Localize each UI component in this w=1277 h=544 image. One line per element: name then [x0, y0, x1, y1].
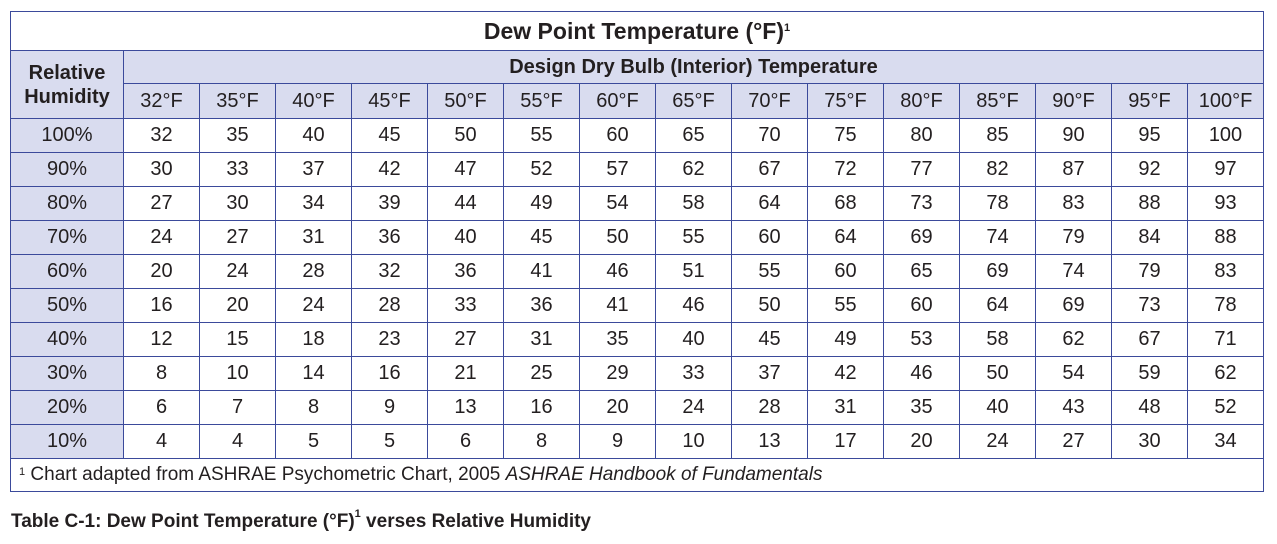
- table-body: [11, 119, 1264, 459]
- table-row: [11, 221, 1264, 255]
- dew-point-value-cell: 36: [504, 289, 580, 323]
- dew-point-value-cell: 54: [580, 187, 656, 221]
- dew-point-value-cell: 30: [124, 153, 200, 187]
- footnote-text: Chart adapted from ASHRAE Psychometric Chart, 2005: [30, 464, 506, 485]
- dew-point-value-cell: 7: [200, 391, 276, 425]
- dew-point-value-cell: 48: [1112, 391, 1188, 425]
- dew-point-value-cell: 32: [124, 119, 200, 153]
- dew-point-value-cell: 64: [808, 221, 884, 255]
- dew-point-value-cell: 67: [1112, 323, 1188, 357]
- dew-point-value-cell: 10: [200, 357, 276, 391]
- footnote-marker: 1: [19, 466, 26, 478]
- dew-point-value-cell: 88: [1112, 187, 1188, 221]
- dew-point-value-cell: 64: [960, 289, 1036, 323]
- dew-point-value-cell: 10: [656, 425, 732, 459]
- temperature-header-cell: 90°F: [1036, 84, 1112, 119]
- dew-point-value-cell: 95: [1112, 119, 1188, 153]
- temperature-header-cell: 70°F: [732, 84, 808, 119]
- relative-humidity-cell: 40%: [11, 323, 124, 357]
- dew-point-value-cell: 58: [656, 187, 732, 221]
- temperature-header-cell: 95°F: [1112, 84, 1188, 119]
- dew-point-value-cell: 67: [732, 153, 808, 187]
- dew-point-value-cell: 74: [1036, 255, 1112, 289]
- temperature-header-cell: 100°F: [1188, 84, 1264, 119]
- dew-point-value-cell: 16: [504, 391, 580, 425]
- dew-point-value-cell: 31: [504, 323, 580, 357]
- dew-point-value-cell: 45: [732, 323, 808, 357]
- table-row: [11, 119, 1264, 153]
- dew-point-value-cell: 42: [808, 357, 884, 391]
- temperature-header-cell: 40°F: [276, 84, 352, 119]
- footnote-row: [11, 459, 1264, 492]
- dew-point-value-cell: 54: [1036, 357, 1112, 391]
- dew-point-value-cell: 16: [124, 289, 200, 323]
- dew-point-value-cell: 53: [884, 323, 960, 357]
- dew-point-value-cell: 43: [1036, 391, 1112, 425]
- temperature-header-cell: 45°F: [352, 84, 428, 119]
- footnote: [11, 459, 1264, 492]
- dew-point-value-cell: 35: [884, 391, 960, 425]
- dew-point-value-cell: 46: [884, 357, 960, 391]
- table-row: [11, 323, 1264, 357]
- table-row: [11, 391, 1264, 425]
- dew-point-value-cell: 55: [808, 289, 884, 323]
- dew-point-value-cell: 60: [884, 289, 960, 323]
- dew-point-value-cell: 82: [960, 153, 1036, 187]
- dew-point-value-cell: 37: [276, 153, 352, 187]
- dew-point-value-cell: 62: [656, 153, 732, 187]
- temperature-header-cell: 65°F: [656, 84, 732, 119]
- dew-point-value-cell: 9: [352, 391, 428, 425]
- dew-point-value-cell: 85: [960, 119, 1036, 153]
- dew-point-value-cell: 14: [276, 357, 352, 391]
- dew-point-value-cell: 28: [276, 255, 352, 289]
- dry-bulb-header: Design Dry Bulb (Interior) Temperature: [124, 51, 1264, 84]
- dew-point-value-cell: 30: [1112, 425, 1188, 459]
- dew-point-value-cell: 27: [200, 221, 276, 255]
- dew-point-value-cell: 12: [124, 323, 200, 357]
- dew-point-value-cell: 27: [124, 187, 200, 221]
- table-title-text: Dew Point Temperature (°F): [483, 18, 785, 44]
- temperature-header-cell: 32°F: [124, 84, 200, 119]
- caption-suffix: verses Relative Humidity: [360, 511, 591, 532]
- caption-prefix: Table C-1: Dew Point Temperature (°F): [11, 511, 355, 532]
- dew-point-value-cell: 41: [504, 255, 580, 289]
- dew-point-value-cell: 40: [428, 221, 504, 255]
- table-row: [11, 425, 1264, 459]
- dew-point-value-cell: 84: [1112, 221, 1188, 255]
- dew-point-value-cell: 71: [1188, 323, 1264, 357]
- dew-point-value-cell: 36: [352, 221, 428, 255]
- dew-point-value-cell: 73: [1112, 289, 1188, 323]
- dew-point-value-cell: 42: [352, 153, 428, 187]
- dew-point-value-cell: 4: [200, 425, 276, 459]
- temperature-header-cell: 35°F: [200, 84, 276, 119]
- dew-point-value-cell: 28: [732, 391, 808, 425]
- dew-point-value-cell: 90: [1036, 119, 1112, 153]
- temperature-header-cell: 55°F: [504, 84, 580, 119]
- dew-point-value-cell: 62: [1036, 323, 1112, 357]
- temperature-header-cell: 60°F: [580, 84, 656, 119]
- dew-point-value-cell: 65: [884, 255, 960, 289]
- relative-humidity-cell: 90%: [11, 153, 124, 187]
- dew-point-value-cell: 24: [276, 289, 352, 323]
- dew-point-value-cell: 51: [656, 255, 732, 289]
- dew-point-value-cell: 69: [960, 255, 1036, 289]
- dew-point-value-cell: 100: [1188, 119, 1264, 153]
- dew-point-value-cell: 44: [428, 187, 504, 221]
- table-row: [11, 357, 1264, 391]
- dew-point-value-cell: 16: [352, 357, 428, 391]
- dew-point-value-cell: 47: [428, 153, 504, 187]
- dew-point-value-cell: 93: [1188, 187, 1264, 221]
- relative-humidity-cell: 30%: [11, 357, 124, 391]
- relative-humidity-cell: 60%: [11, 255, 124, 289]
- relative-humidity-header: Relative Humidity: [11, 51, 124, 119]
- dew-point-value-cell: 35: [200, 119, 276, 153]
- dew-point-value-cell: 46: [580, 255, 656, 289]
- dew-point-value-cell: 62: [1188, 357, 1264, 391]
- dew-point-value-cell: 25: [504, 357, 580, 391]
- dew-point-value-cell: 52: [1188, 391, 1264, 425]
- dew-point-value-cell: 78: [1188, 289, 1264, 323]
- dew-point-value-cell: 33: [656, 357, 732, 391]
- dew-point-value-cell: 6: [428, 425, 504, 459]
- dew-point-value-cell: 50: [580, 221, 656, 255]
- dew-point-value-cell: 20: [580, 391, 656, 425]
- dew-point-value-cell: 55: [504, 119, 580, 153]
- dew-point-value-cell: 88: [1188, 221, 1264, 255]
- dew-point-value-cell: 79: [1112, 255, 1188, 289]
- dew-point-value-cell: 34: [276, 187, 352, 221]
- dew-point-value-cell: 24: [960, 425, 1036, 459]
- dew-point-value-cell: 65: [656, 119, 732, 153]
- dew-point-value-cell: 60: [580, 119, 656, 153]
- dew-point-value-cell: 27: [428, 323, 504, 357]
- dew-point-value-cell: 39: [352, 187, 428, 221]
- dew-point-value-cell: 55: [656, 221, 732, 255]
- caption-footnote-marker: 1: [354, 508, 361, 520]
- dew-point-value-cell: 20: [884, 425, 960, 459]
- dew-point-value-cell: 33: [428, 289, 504, 323]
- dew-point-value-cell: 80: [884, 119, 960, 153]
- relative-humidity-cell: 50%: [11, 289, 124, 323]
- dew-point-value-cell: 45: [504, 221, 580, 255]
- dew-point-value-cell: 21: [428, 357, 504, 391]
- dew-point-value-cell: 34: [1188, 425, 1264, 459]
- temperature-header-cell: 50°F: [428, 84, 504, 119]
- dew-point-value-cell: 13: [732, 425, 808, 459]
- dew-point-value-cell: 40: [960, 391, 1036, 425]
- temperature-header-cell: 75°F: [808, 84, 884, 119]
- dew-point-value-cell: 83: [1036, 187, 1112, 221]
- relative-humidity-cell: 20%: [11, 391, 124, 425]
- dew-point-value-cell: 24: [200, 255, 276, 289]
- dew-point-value-cell: 77: [884, 153, 960, 187]
- dew-point-value-cell: 92: [1112, 153, 1188, 187]
- dew-point-value-cell: 37: [732, 357, 808, 391]
- dew-point-value-cell: 70: [732, 119, 808, 153]
- table-row: [11, 187, 1264, 221]
- dew-point-value-cell: 60: [732, 221, 808, 255]
- dew-point-value-cell: 9: [580, 425, 656, 459]
- relative-humidity-cell: 70%: [11, 221, 124, 255]
- dew-point-value-cell: 57: [580, 153, 656, 187]
- dew-point-value-cell: 33: [200, 153, 276, 187]
- dew-point-value-cell: 41: [580, 289, 656, 323]
- footnote-italic-text: ASHRAE Handbook of Fundamentals: [505, 464, 823, 485]
- dew-point-value-cell: 49: [504, 187, 580, 221]
- dew-point-value-cell: 4: [124, 425, 200, 459]
- dew-point-value-cell: 40: [276, 119, 352, 153]
- dew-point-value-cell: 78: [960, 187, 1036, 221]
- dew-point-value-cell: 83: [1188, 255, 1264, 289]
- dew-point-value-cell: 8: [276, 391, 352, 425]
- dew-point-value-cell: 75: [808, 119, 884, 153]
- dew-point-value-cell: 64: [732, 187, 808, 221]
- dew-point-value-cell: 35: [580, 323, 656, 357]
- dew-point-value-cell: 28: [352, 289, 428, 323]
- dew-point-value-cell: 17: [808, 425, 884, 459]
- table-caption: [11, 508, 591, 533]
- dew-point-value-cell: 87: [1036, 153, 1112, 187]
- temperature-header-cell: 85°F: [960, 84, 1036, 119]
- dew-point-value-cell: 79: [1036, 221, 1112, 255]
- dew-point-table: [10, 11, 1264, 492]
- dew-point-value-cell: 27: [1036, 425, 1112, 459]
- dew-point-value-cell: 30: [200, 187, 276, 221]
- dew-point-value-cell: 29: [580, 357, 656, 391]
- table-row: [11, 255, 1264, 289]
- dew-point-value-cell: 69: [884, 221, 960, 255]
- dew-point-value-cell: 73: [884, 187, 960, 221]
- dew-point-value-cell: 46: [656, 289, 732, 323]
- dew-point-value-cell: 8: [124, 357, 200, 391]
- dew-point-value-cell: 23: [352, 323, 428, 357]
- dew-point-value-cell: 20: [124, 255, 200, 289]
- dew-point-value-cell: 18: [276, 323, 352, 357]
- dew-point-value-cell: 50: [428, 119, 504, 153]
- dew-point-value-cell: 31: [808, 391, 884, 425]
- title-footnote-marker: 1: [784, 22, 791, 34]
- dew-point-value-cell: 72: [808, 153, 884, 187]
- dew-point-value-cell: 50: [732, 289, 808, 323]
- dew-point-value-cell: 60: [808, 255, 884, 289]
- header-row-1: [11, 51, 1264, 84]
- title-row: [11, 12, 1264, 51]
- dew-point-value-cell: 97: [1188, 153, 1264, 187]
- dew-point-value-cell: 13: [428, 391, 504, 425]
- table-title: [11, 12, 1264, 51]
- dew-point-value-cell: 24: [656, 391, 732, 425]
- dew-point-value-cell: 45: [352, 119, 428, 153]
- relative-humidity-cell: 10%: [11, 425, 124, 459]
- dew-point-value-cell: 68: [808, 187, 884, 221]
- dew-point-value-cell: 8: [504, 425, 580, 459]
- dew-point-value-cell: 50: [960, 357, 1036, 391]
- dew-point-value-cell: 32: [352, 255, 428, 289]
- dew-point-value-cell: 6: [124, 391, 200, 425]
- dew-point-value-cell: 49: [808, 323, 884, 357]
- dew-point-value-cell: 5: [352, 425, 428, 459]
- dew-point-value-cell: 58: [960, 323, 1036, 357]
- relative-humidity-cell: 80%: [11, 187, 124, 221]
- dew-point-value-cell: 24: [124, 221, 200, 255]
- dew-point-value-cell: 40: [656, 323, 732, 357]
- table-row: [11, 289, 1264, 323]
- dew-point-value-cell: 52: [504, 153, 580, 187]
- dew-point-value-cell: 74: [960, 221, 1036, 255]
- temperature-header-cell: 80°F: [884, 84, 960, 119]
- temperature-header-row: [11, 84, 1264, 119]
- dew-point-value-cell: 31: [276, 221, 352, 255]
- dew-point-value-cell: 36: [428, 255, 504, 289]
- relative-humidity-cell: 100%: [11, 119, 124, 153]
- dew-point-value-cell: 20: [200, 289, 276, 323]
- dew-point-value-cell: 69: [1036, 289, 1112, 323]
- dew-point-value-cell: 5: [276, 425, 352, 459]
- dew-point-value-cell: 55: [732, 255, 808, 289]
- dew-point-value-cell: 15: [200, 323, 276, 357]
- table-row: [11, 153, 1264, 187]
- dew-point-value-cell: 59: [1112, 357, 1188, 391]
